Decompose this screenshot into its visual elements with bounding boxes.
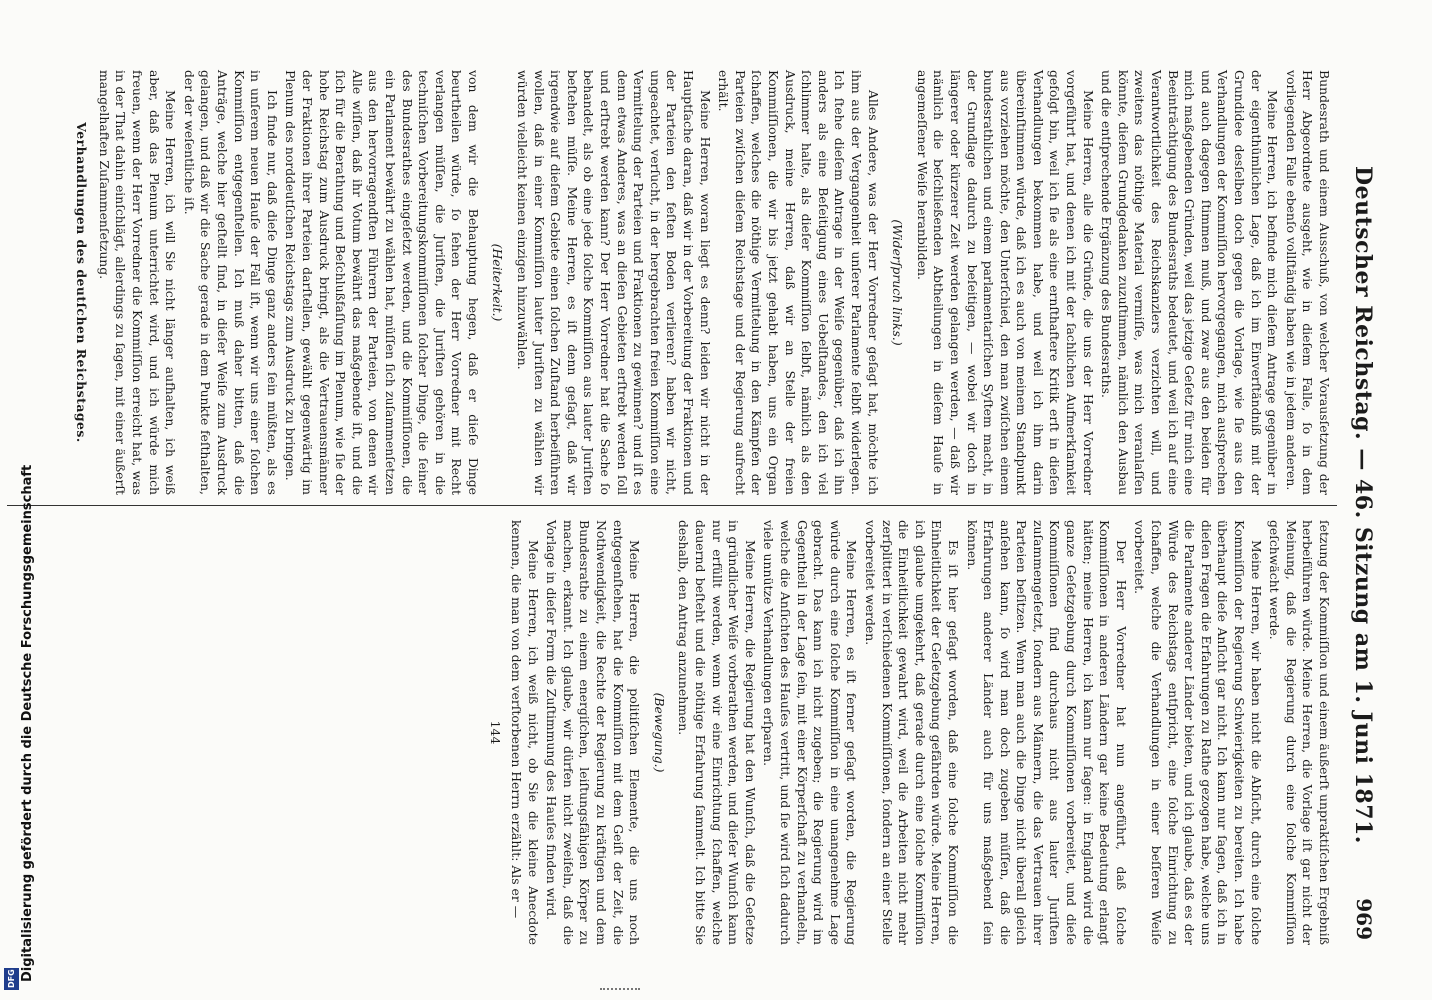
paragraph: Meine Herren, wir haben nicht die Abſicht, durch eine ſolche Kommiſſion der Regierung Schwierigkeiten zu bereiten. Ich habe überhaupt dieſe Anſicht gar nicht. Ich kann nur ſagen, daß ich in dieſen Fragen die Erfahrungen zu Rathe gezogen habe, welche uns die Parlamente anderer Länder bieten, und ich glaube, daß es der Würde des Reichstags entſpricht, eine ſolche Einrichtung zu ſchaffen, welche die Verhandlungen in einer beſſeren Weiſe vorbereitet. (1132, 520, 1264, 945)
header-title: Deutscher Reichstag. — 46. Sitzung am 1. Juni 1871. (1350, 166, 1376, 844)
dfg-logo-icon: DFG (4, 968, 19, 990)
paragraph: Ich finde nur, daß dieſe Dinge ganz anders ſein müßten, als es in unſerem neuen Hauſe der Fall iſt, wenn wir uns einer ſolchen Kommiſſion entgegenſtellen. Ich muß daher bitten, daß die Anträge, welche hier geſtellt ſind, in dieſer Weiſe zum Ausdruck gelangen, und daß wir die Sache gerade in dem Punkte feſthalten, der der weſentliche iſt. (181, 70, 280, 495)
page-header (1342, 70, 1382, 940)
note-heiterkeit: (Heiterkeit.) (490, 243, 506, 322)
scan-specks (600, 988, 640, 996)
closing-heading: Verhandlungen des deutſchen Reichstages. (74, 122, 90, 443)
paragraph: Meine Herren, es iſt ferner geſagt worden, die Regierung würde durch eine ſolche Kommiſſion in eine unangenehme Lage gebracht. Das kann ich nicht zugeben; die Regierung wird im Gegentheil in der Lage ſein, mit einer Körperſchaft zu verhandeln, welche die Anſichten des Hauſes vertritt, und ſie wird ſich dadurch viele unnütze Verhandlungen erſparen. (761, 520, 860, 945)
paragraph: Es iſt hier geſagt worden, daß eine ſolche Kommiſſion die Einheitlichkeit der Geſetzgebung gefährden würde. Meine Herren, ich glaube umgekehrt, daß gerade durch eine ſolche Kommiſſion die Einheitlichkeit gewahrt wird, weil die Arbeiten nicht mehr zerſplittert in verſchiedenen Kommiſſionen, ſondern an einer Stelle vorbereitet werden. (862, 520, 961, 945)
paragraph: Meine Herren, die politiſchen Elemente, die uns noch entgegenſtehen, hat die Kommiſſion mit dem Geiſt der Zeit, die Nothwendigkeit, die Rechte der Regierung zu kräftigen und dem Bundesrathe zu einem energiſchen, leiſtungsfähigen Körper zu machen, erkannt. Ich glaube, wir dürfen nicht zweifeln, daß die Vorlage in dieſer Form die Zuſtimmung des Hauſes finden wird. (544, 520, 643, 945)
paragraph: Der Herr Vorredner hat nun angeführt, daß ſolche Kommiſſionen in anderen Ländern gar keine Bedeutung erlangt hätten; meine Herren, ich kann nur ſagen: in England wird die ganze Geſetzgebung durch Kommiſſionen vorbereitet, und dieſe Kommiſſionen ſind durchaus nicht aus lauter Juriſten zuſammengeſetzt, ſondern aus Männern, die das Vertrauen ihrer Parteien beſitzen. Wenn man auch die Dinge nicht überall gleich anſehen kann, ſo wird man doch zugeben müſſen, daß die Erfahrungen anderer Länder auch für uns maßgebend ſein können. (964, 520, 1129, 945)
sidebar-credit (0, 0, 35, 1000)
note-widerspruch: (Widerſpruch links.) (890, 219, 906, 346)
paragraph: Meine Herren, woran liegt es denn? leiden wir nicht in der Hauptſache daran, daß wir in der Vorbereitung der Fraktionen und der Parteien den feſten Boden verlieren? haben wir nicht, ungeachtet, verſucht, in der hergebrachten freien Kommiſſion eine Vermittelung der Parteien und Fraktionen zu gewinnen? und iſt es denn etwas Anderes, was an dieſen Gebieten erſtrebt werden ſoll und erſtrebt werden kann? Der Herr Vorredner hat die Sache ſo behandelt, als ob eine jede ſolche Kommiſſion aus lauter Juriſten beſtehen müſſe. Meine Herren, es iſt denn geſagt, daß wir irgendwie auf dieſem Gebiete einen ſolchen Zuſtand herbeiführen wollen, daß in einer Kommiſſion lauter Juriſten zu wählen wir würden vielleicht keinen einzigen hinzuwählen. (515, 70, 713, 495)
sheet-signature: 144 (488, 720, 504, 745)
paragraph: Meine Herren, alle die Gründe, die uns der Herr Vorredner vorgeführt hat, und denen ich mit der ſachlichen Aufmerkſamkeit gefolgt bin, weil ich ſie als eine ernſthaftere Kritik erſt in dieſen Verhandlungen bekommen habe, und weil ich ihm darin übereinſtimmen würde, daß ich es auch von meinem Standpunkt aus vorziehen möchte, den Unterſchied, den man zwiſchen einem bundesrathlichen und einem parlamentariſchen Syſtem macht, in der Grundlage dadurch zu beſeitigen, — wobei wir doch in längerer oder kürzerer Zeit werden gelangen werden, — daß wir nämlich die beſchließenden Abtheilungen in dieſem Hauſe in angemeſſener Weiſe heranbilden. (914, 70, 1096, 495)
paragraph: Bundesrath und einem Ausschuß, von welcher Vorausſetzung der Herr Abgeordnete ausgeht, wie in dieſem Falle, ſo in dem vorliegenden Falle ebenſo vollſtändig haben wie in jedem anderen. (1283, 70, 1332, 495)
paragraph: Meine Herren, die Regierung hat den Wunſch, daß die Geſetze in gründlicher Weiſe vorberathen werden, und dieſer Wunſch kann nur erfüllt werden, wenn wir eine Einrichtung ſchaffen, welche dauernd beſteht und die nöthige Erfahrung ſammelt. Ich bitte Sie deshalb, den Antrag anzunehmen. (676, 520, 758, 945)
paragraph: Meine Herren, ich befinde mich dieſem Antrage gegenüber in der eigenthümlichen Lage, daß ich im Einverſtändniß mit der Grundidee desſelben doch gegen die Vorlage, wie ſie aus den Verhandlungen der Kommiſſion hervorgegangen, mich ausſprechen und auch dagegen ſtimmen muß, und zwar aus den beiden für mich maßgebenden Gründen, weil das jetzige Geſetz für mich eine Beeinträchtigung des Bundesraths bedeutet, und weil ich auf eine Verantwortlichkeit des Reichskanzlers verzichten will, und zweitens das nöthige Material vermiſſe, was mich veranlaſſen könnte, dieſem Grundgedanken zuzuſtimmen, nämlich den Ausbau und die entſprechende Ergänzung des Bundesraths. (1099, 70, 1281, 495)
paragraph: von dem wir die Behauptung hegen, daß er dieſe Dinge beurtheilen würde, ſo ſehen der Herr Vorredner mit Recht verlangen müſſen, die Juriſten, die Juriſten gehören in die techniſchen Vorbereitungskommiſſionen ſolcher Dinge, die ſeiner des Bundesrathes eingeſetzt werden, und die Kommiſſionen, die ein Parlament bewährt zu wählen hat, müſſen ſich zuſammenſetzen aus den hervorragendſten Führern der Parteien, von denen wir Alle wiſſen, daß ihr Votum bewährt das maßgebende iſt, und die ſich für die Berathung und Beſchlußfaſſung im Plenum, wie ſie der hohe Reichstag zum Ausdruck bringt, als die Vertrauensmänner der Fraktionen ihrer Parteien darſtellen, gewählt gegenwärtig im Plenum des norddeutſchen Reichstags zum Ausdruck zu bringen. (283, 70, 481, 495)
credit-text: Digitalisierung gefördert durch die Deutsche Forschungsgemeinschaft (20, 464, 35, 982)
paragraph: Meine Herren, ich weiß nicht, ob Sie die kleine Anecdote kennen, die man von dem verſtorbenen Herrn erzählt: Als er — (509, 520, 541, 945)
right-column (485, 520, 1332, 945)
page-number: 969 (1352, 898, 1376, 940)
left-column (67, 70, 1332, 495)
paragraph: Meine Herren, ich will Sie nicht länger aufhalten, ich weiß aber, daß das Plenum unterrichtet wird, und ich würde mich freuen, wenn der Herr Vorredner die Kommiſſion erreicht hat, was in der That dahin einſchlägt, allerdings zu ſagen, mit einer äußerſt mangelhaften Zuſammenſetzung. (96, 70, 179, 495)
paragraph: ſetzung der Kommiſſion und einem äußerſt unpraktiſchen Ergebniß herbeiführen würde. Meine Herren, die Vorlage iſt gar nicht der Meinung, daß die Regierung durch eine ſolche Kommiſſion geſchwächt werde. (1267, 520, 1332, 945)
column-divider (7, 505, 1337, 506)
paragraph: Alles Andere, was der Herr Vorredner geſagt hat, möchte ich ihm aus der Vergangenheit unſerer Parlamente ſelbſt widerlegen. Ich ſtehe dieſem Antrage in der Weiſe gegenüber, daß ich ihn anders als eine Beſeitigung eines Uebelſtandes, den ich viel ſchlimmer halte, als dieſer Kommiſſion ſelbſt, nämlich als den Ausdruck, meine Herren, daß wir an Stelle der freien Kommiſſionen, die wir bis jetzt gehabt haben, uns ein Organ ſchaffen, welches die nöthige Vermittelung in den Kämpfen der Parteien zwiſchen dieſem Reichstage und der Regierung aufrecht erhält. (716, 70, 881, 495)
note-bewegung: (Bewegung.) (651, 692, 667, 773)
